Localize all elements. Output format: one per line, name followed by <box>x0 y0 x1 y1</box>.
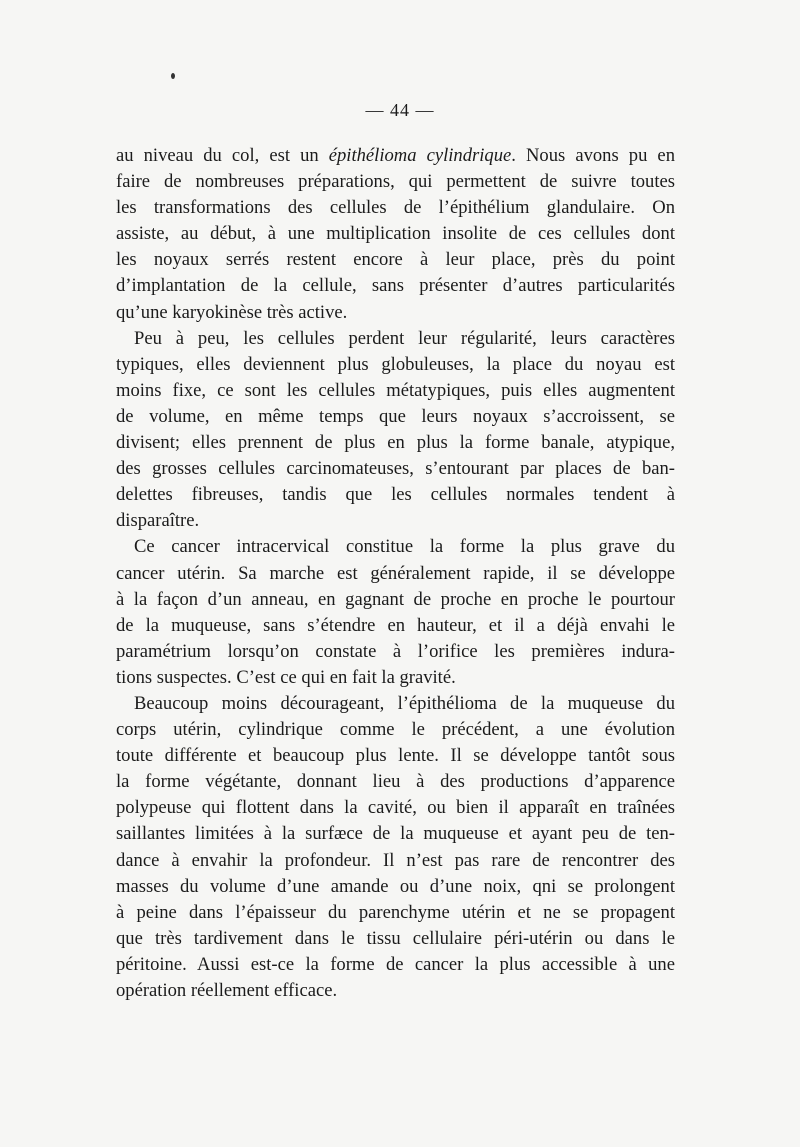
paragraph-first-line: Beaucoup moins décourageant, l’épithélioma de la muqueuse du <box>134 692 675 714</box>
text-line: d’implantation de la cellule, sans présenter d’autres particularités <box>116 275 675 297</box>
text-line: polypeuse qui flottent dans la cavité, ou bien il apparaît en traînées <box>116 797 675 819</box>
line-text: . Nous avons pu en <box>511 145 675 166</box>
text-line: disparaître. <box>116 510 200 532</box>
paragraph-first-line: Peu à peu, les cellules perdent leur régularité, leurs caractères <box>134 327 675 349</box>
text-line: moins fixe, ce sont les cellules métatypiques, puis elles augmentent <box>116 379 675 401</box>
text-line: les transformations des cellules de l’épithélium glandulaire. On <box>116 197 675 219</box>
text-line: delettes fibreuses, tandis que les cellules normales tendent à <box>116 484 675 506</box>
text-line: divisent; elles prennent de plus en plus la forme banale, atypique, <box>116 432 675 454</box>
text-line: que très tardivement dans le tissu cellulaire péri-utérin ou dans le <box>116 927 675 949</box>
text-line: assiste, au début, à une multiplication insolite de ces cellules dont <box>116 223 675 245</box>
text-line: corps utérin, cylindrique comme le précédent, a une évolution <box>116 719 675 741</box>
text-line: dance à envahir la profondeur. Il n’est pas rare de rencontrer des <box>116 849 675 871</box>
text-line: opération réellement efficace. <box>116 980 338 1001</box>
text-line <box>116 143 675 169</box>
text-line: des grosses cellules carcinomateuses, s’entourant par places de ban- <box>116 458 675 480</box>
text-line: typiques, elles deviennent plus globuleuses, la place du noyau est <box>116 353 675 375</box>
text-line: masses du volume d’une amande ou d’une noix, qni se prolongent <box>116 875 675 897</box>
text-line: à peine dans l’épaisseur du parenchyme utérin et ne se propagent <box>116 901 675 923</box>
paragraph-first-line: Ce cancer intracervical constitue la forme la plus grave du <box>134 536 675 558</box>
text-line: saillantes limitées à la surfæce de la muqueuse et ayant peu de ten- <box>116 823 675 845</box>
text-line: paramétrium lorsqu’on constate à l’orifice les premières indura- <box>116 640 675 662</box>
italic-term: épithélioma cylindrique <box>328 145 512 166</box>
text-line: à la façon d’un anneau, en gagnant de proche en proche le pourtour <box>116 588 675 610</box>
page-number: — 44 — <box>365 100 435 120</box>
body-text <box>116 143 675 1004</box>
text-line: de volume, en même temps que leurs noyaux s’accroissent, se <box>116 405 675 427</box>
line-text: au niveau du col, est un <box>116 145 329 166</box>
text-line: péritoine. Aussi est-ce la forme de cancer la plus accessible à une <box>116 953 675 975</box>
text-line: cancer utérin. Sa marche est généralement rapide, il se développe <box>116 562 675 584</box>
text-line: la forme végétante, donnant lieu à des productions d’apparence <box>116 771 675 793</box>
text-line: les noyaux serrés restent encore à leur place, près du point <box>116 249 675 271</box>
text-line: de la muqueuse, sans s’étendre en hauteur, et il a déjà envahi le <box>116 614 675 636</box>
text-line: tions suspectes. C’est ce qui en fait la gravité. <box>116 666 456 688</box>
text-line: qu’une karyokinèse très active. <box>116 301 348 323</box>
text-line: toute différente et beaucoup plus lente. Il se développe tantôt sous <box>116 745 675 767</box>
text-line: faire de nombreuses préparations, qui permettent de suivre toutes <box>116 171 675 193</box>
ink-speck <box>171 73 175 79</box>
